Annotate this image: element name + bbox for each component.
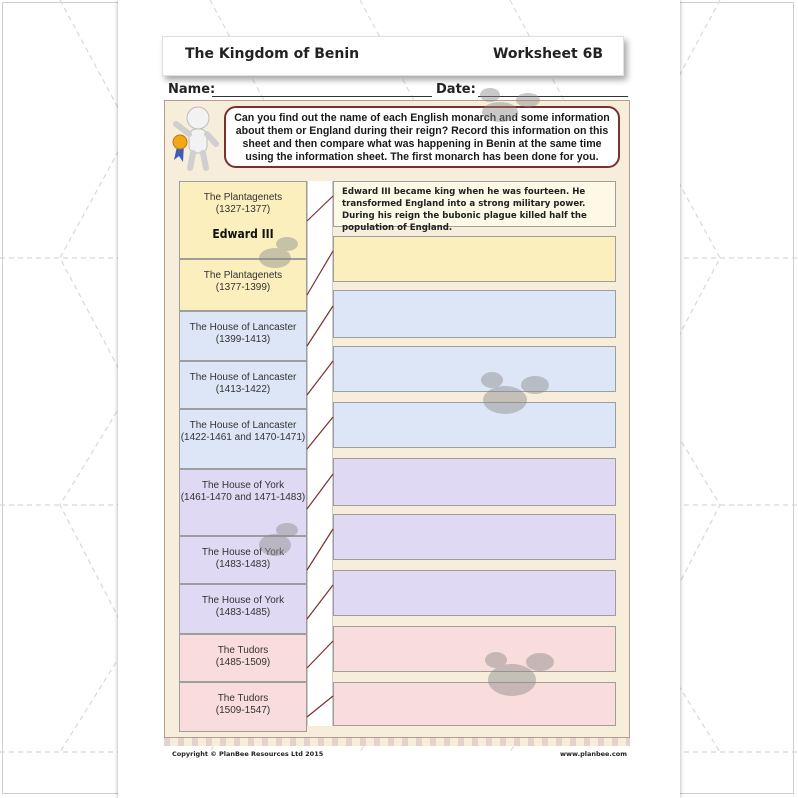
connector-line [307,585,333,619]
connector-line [307,196,333,221]
reign-house: The Plantagenets [203,270,283,281]
worksheet-title: The Kingdom of Benin [185,46,360,62]
reign-dates: (1483-1483) [215,559,271,570]
reign-dates: (1327-1377) [215,204,271,215]
reign-dates: (1483-1485) [215,607,271,618]
name-label: Name: [168,82,216,97]
reign-house: The House of Lancaster [189,322,297,333]
connector-line [307,361,333,395]
reign-house: The House of York [201,595,285,606]
reign-dates: (1399-1413) [215,334,271,345]
reign-house: The House of York [201,547,285,558]
connector-line [307,474,333,509]
reign-dates: (1413-1422) [215,384,271,395]
footer-copyright: Copyright © PlanBee Resources Ltd 2015 [172,750,324,758]
date-label: Date: [436,82,476,97]
reign-dates: (1422-1461 and 1470-1471) [180,432,306,443]
reign-house: The Plantagenets [203,192,283,203]
worksheet-number: Worksheet 6B [492,46,603,62]
instructions-bubble: Can you find out the name of each English monarch and some information about them or England during their reign? Record this information on this sheet and then compare what was happening in Benin at the same time using the information sheet. The first monarch has been done for you. [224,106,620,168]
connector-line [307,306,333,346]
connector-line [307,641,333,668]
reign-house: The Tudors [217,693,269,704]
reign-house: The House of York [201,480,285,491]
reign-dates: (1509-1547) [215,705,271,716]
reign-house: The House of Lancaster [189,420,297,431]
monarch-name: Edward III [212,227,274,241]
reign-dates: (1461-1470 and 1471-1483) [180,492,306,503]
footer-website[interactable]: www.planbee.com [560,750,627,758]
connector-line [307,417,333,449]
reign-house: The House of Lancaster [189,372,297,383]
connector-line [307,529,333,570]
reign-house: The Tudors [217,645,269,656]
answer-text: Edward III became king when he was fourteen. He transformed England into a strong military power. During his reign the bubonic plague killed half the population of England. [342,187,587,233]
connector-line [307,251,333,295]
reign-dates: (1485-1509) [215,657,271,668]
connector-line [307,696,333,717]
reign-dates: (1377-1399) [215,282,271,293]
